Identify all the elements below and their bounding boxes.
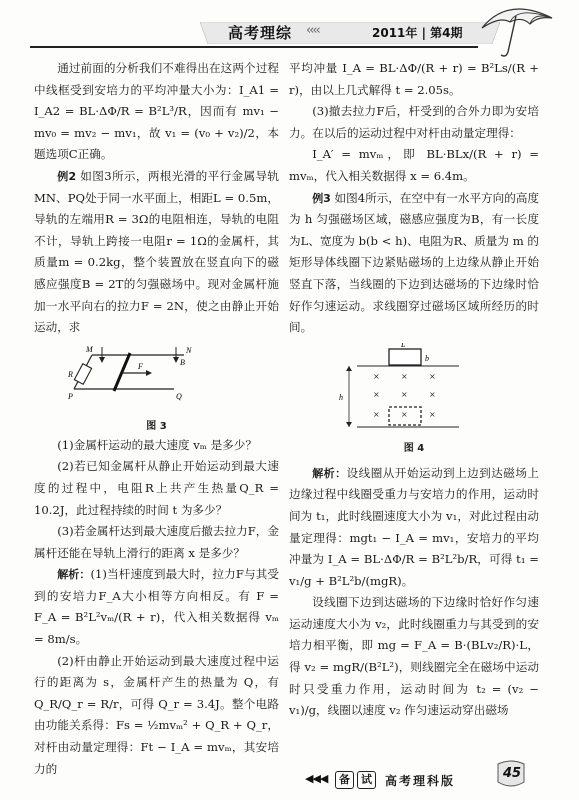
question-2: (2)若已知金属杆从静止开始运动到最大速度的过程中，电阻R上共产生热量Q_R = 10.2J，此过程持续的时间 t 为多少？ [34,459,279,517]
example-2-statement [34,166,279,339]
label-h: h [339,392,343,402]
svg-text:×: × [401,389,408,399]
solution-3-text: 设线圈从开始运动到上边到达磁场上边缘过程中线圈受重力与安培力的作用，运动时间为 t₁，此时线圈速度大小为 v₁，对此过程由动量定理得：mgt₁ − I_A = mv₁，安培力的平均冲量为 I_A = BL·ΔΦ/R = B²L²b/R，可得 t₁ = v₁/g + B²L²b/(mgR)。 [289,465,539,588]
label-Q: Q [176,391,182,401]
solution-3-part-2: 设线圈下边到达磁场的下边缘时恰好作匀速运动速度大小为 v₂，此时线圈重力与其受到的安培力相平衡，即 mg = F_A = B·(BLv₂/R)·L，得 v₂ = mgR/(B²L²)，则线圈完全在磁场中运动时只受重力作用，运动时间为 t₂ = (v₂ − v₁)/g，线圈以速度 v₂ 作匀速运动穿出磁场 [289,595,539,718]
example-2-text: 如图3所示，两根光滑的平行金属导轨MN、PQ处于同一水平面上，相距L = 0.5m，导轨的左端用R = 3Ω的电阻相连，导轨的电阻不计，导轨上跨接一电阻r = 1Ω的金属杆，其质量m = 0.2kg，整个装置放在竖直向下的磁感应强度B = 2T的匀强磁场中。现对金属杆施加一水平向右的拉力F = 2N，使之由静止开始运动，求 [34,168,280,335]
footer-edition: 高考理科版 [385,774,456,788]
solution-2-part-1 [34,564,279,650]
right-column [289,58,539,722]
umbrella-icon [478,2,556,60]
svg-text:×: × [373,371,380,381]
header-rule [30,46,478,48]
svg-text:×: × [401,409,408,419]
issue-label: 2011年 | 第4期 [372,26,463,40]
paragraph-impulse: 平均冲量 I_A = BL·ΔΦ/(R + r) = B²Ls/(R + r)，由以上几式解得 t = 2.05s。 [289,61,539,97]
label-N: N [186,345,192,355]
figure-3 [34,343,279,417]
example-3-text: 如图4所示，在空中有一水平方向的高度为 h 匀强磁场区域，磁感应强度为B，有一长度为L、宽度为 b(b < h)、电阻为R、质量为 m 的矩形导体线圈下边紧贴磁场的上边缘从静止开始竖直下落，当线圈的下边到达磁场的下边缘时恰好作匀速运动。求线圈穿过磁场区域所经历的时间。 [289,190,540,335]
coil-field-diagram [289,343,539,439]
svg-text:×: × [373,389,380,399]
svg-text:×: × [429,389,436,399]
label-b: b [425,353,429,363]
page-number: 45 [502,766,522,781]
solution-label-2: 解析： [312,466,347,480]
label-R: R [68,369,73,379]
left-column [34,58,279,780]
svg-text:×: × [373,409,380,419]
paragraph-distance: I_A′ = mvₘ，即 BL·BLx/(R + r) = mvₘ，代入相关数据得 x = 6.4m。 [289,147,539,183]
journal-title: 高考理综 [228,24,293,42]
figure-4-caption: 图 4 [403,442,425,454]
page-header [0,0,579,64]
svg-text:×: × [429,371,436,381]
label-B: B [180,357,185,367]
question-3: (3)若金属杆达到最大速度后撤去拉力F，金属杆还能在导轨上滑行的距离 x 是多少？ [34,524,279,560]
footer-box-1: 备 [335,771,354,789]
svg-text:×: × [429,409,436,419]
label-F: F [138,361,143,371]
label-M: M [86,344,93,354]
figure-4 [289,343,539,439]
solution-label: 解析： [57,568,91,582]
header-chevrons: ‹‹‹‹ [306,23,319,38]
label-P: P [68,391,73,401]
svg-text:×: × [401,371,408,381]
paragraph-conclusion: 通过前面的分析我们不难得出在这两个过程中线框受到安培力的平均冲量大小为：I_A1 = I_A2 = BL·ΔΦ/R = B²L³/R，因而有 mv₁ − mv₀ = mv₂ − mv₁，故 v₁ = (v₀ + v₂)/2，本题选项C正确。 [34,61,279,162]
question-1: (1)金属杆运动的最大速度 vₘ 是多少？ [57,437,257,452]
solution-2-part-2: (2)杆由静止开始运动到最大速度过程中运行的距离为 s，金属杆产生的热量为 Q，有 Q_R/Q_r = R/r，可得 Q_r = 3.4J。整个电路由功能关系得：Fs = ½mvₘ² + Q_R + Q_r，对杆由动量定理得：Ft − I_A = mvₘ，其安培力的 [34,653,279,776]
paragraph-remove-force: (3)撤去拉力F后，杆受到的合外力即为安培力。在以后的运动过程中对杆由动量定理得： [289,104,539,140]
footer-box-2: 试 [357,771,376,789]
rail-circuit-diagram [34,343,279,417]
example-3-statement [289,188,539,339]
figure-3-caption: 图 3 [146,420,167,432]
solution-text: (1)当杆速度到最大时，拉力F与其受到的安培力F_A大小相等方向相反。有 F = F_A = B²L²vₘ/(R + r)，代入相关数据得 vₘ = 8m/s。 [34,567,280,647]
triple-arrow-icon: ◀◀◀ [305,772,328,785]
solution-3-part-1 [289,463,539,593]
example-3-label: 例3 [312,191,331,205]
example-2-label: 例2 [57,169,77,183]
label-L: L [401,342,406,349]
